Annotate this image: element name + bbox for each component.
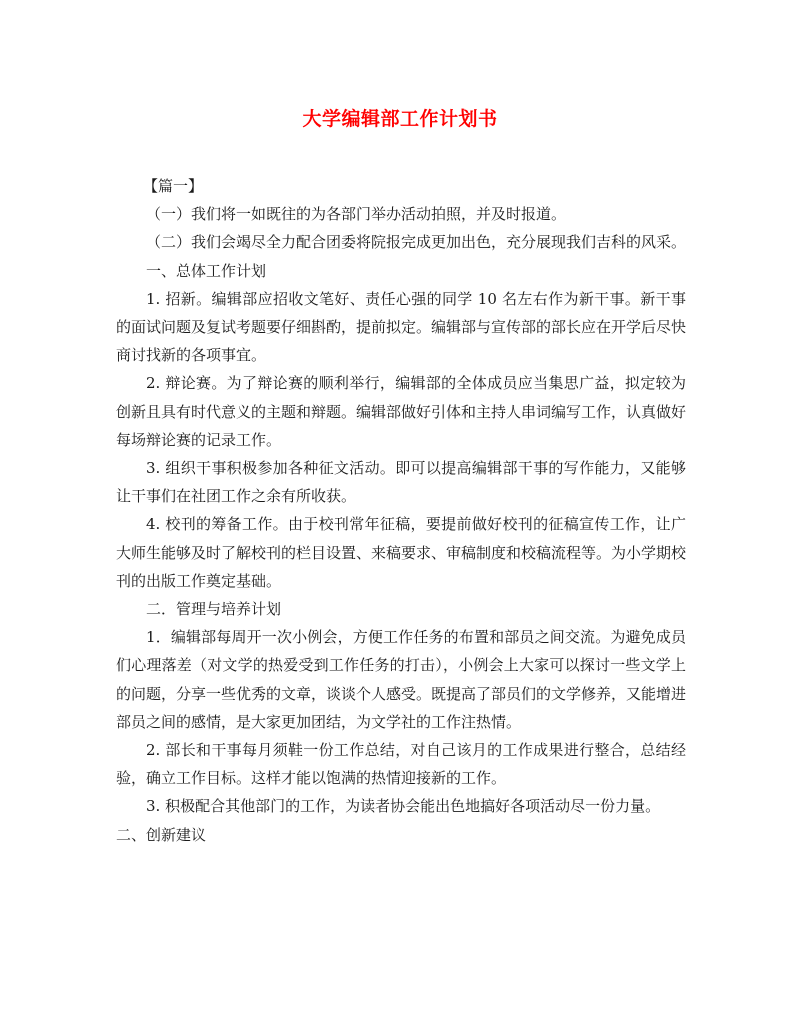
paragraph-cooperation: 3. 积极配合其他部门的工作，为读者协会能出色地搞好各项活动尽一份力量。	[146, 797, 661, 816]
paragraph-item-one: （一）我们将一如既往的为各部门举办活动拍照，并及时报道。	[146, 205, 567, 224]
paragraph-school-journal: 4. 校刊的筹备工作。由于校刊常年征稿，要提前做好校刊的征稿宣传工作，让广大师生能够及时了解校刊的栏目设置、来稿要求、审稿制度和校稿流程等。为小学期校刊的出版工作奠定基础。	[116, 515, 687, 590]
section-heading-management: 二．管理与培养计划	[146, 600, 282, 619]
document-body	[116, 172, 686, 849]
paragraph-monthly-summary: 2. 部长和干事每月须鞋一份工作总结，对自己该月的工作成果进行整合，总结经验，确立工作目标。这样才能以饱满的热情迎接新的工作。	[116, 741, 686, 788]
section-heading-innovation: 二、创新建议	[116, 825, 207, 844]
paragraph-essay-contest: 3. 组织干事积极参加各种征文活动。即可以提高编辑部干事的写作能力，又能够让干事们在社团工作之余有所收获。	[116, 459, 686, 506]
paragraph-recruitment: 1. 招新。编辑部应招收文笔好、责任心强的同学 10 名左右作为新干事。新干事的面试问题及复试考题要仔细斟酌，提前拟定。编辑部与宣传部的部长应在开学后尽快商讨找新的各项事宜。	[116, 289, 687, 365]
section-heading-part-one: 【篇一】	[143, 177, 204, 195]
paragraph-weekly-meeting: 1．编辑部每周开一次小例会，方便工作任务的布置和部员之间交流。为避免成员们心理落差（对文学的热爱受到工作任务的打击），小例会上大家可以探讨一些文学上的问题，分享一些优秀的文章，谈谈个人感受。既提高了部员们的文学修养，又能增进部员之间的感情，是大家更加团结，为文学社的工作注热情。	[116, 628, 687, 731]
paragraph-debate: 2. 辩论赛。为了辩论赛的顺利举行，编辑部的全体成员应当集思广益，拟定较为创新且具有时代意义的主题和辩题。编辑部做好引体和主持人串词编写工作，认真做好每场辩论赛的记录工作。	[116, 374, 687, 449]
document-title: 大学编辑部工作计划书	[302, 108, 498, 130]
section-heading-overall-plan: 一、总体工作计划	[146, 261, 267, 280]
paragraph-item-two: （二）我们会竭尽全力配合团委将院报完成更加出色，充分展现我们吉科的风采。	[146, 233, 687, 252]
